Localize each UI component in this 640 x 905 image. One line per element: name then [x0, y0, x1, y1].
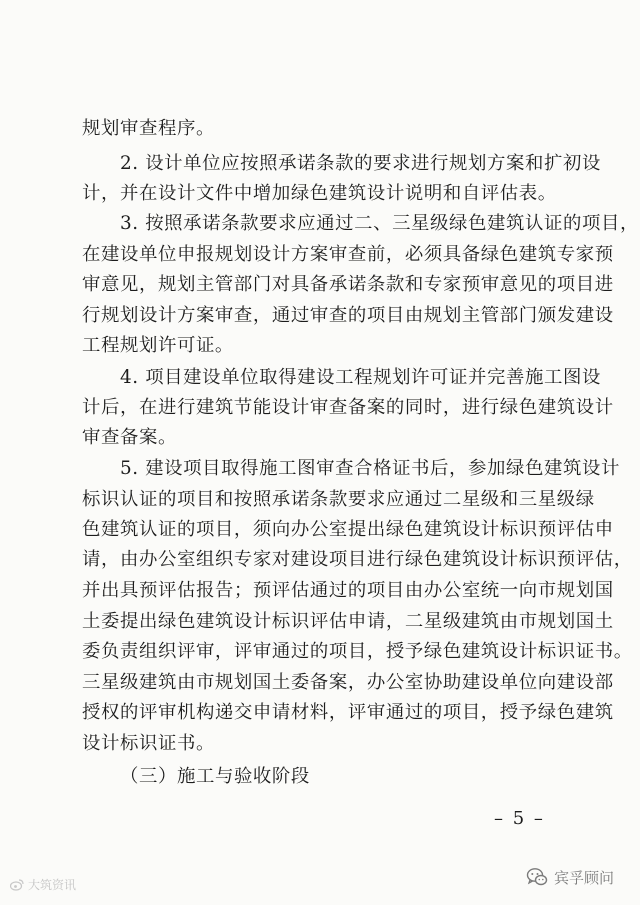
text-line: 授权的评审机构递交申请材料，评审通过的项目，授予绿色建筑 — [82, 702, 614, 723]
text-line: 委负责组织评审，评审通过的项目，授予绿色建筑设计标识证书。 — [82, 641, 633, 662]
text-line: 土委提出绿色建筑设计标识评估申请，二星级建筑由市规划国土 — [82, 611, 614, 632]
text-line: 工程规划许可证。 — [82, 335, 234, 356]
text-line: 行规划设计方案审查，通过审查的项目由规划主管部门颁发建设 — [82, 305, 614, 326]
text-line: 色建筑认证的项目，须向办公室提出绿色建筑设计标识预评估申 — [82, 519, 614, 540]
text-line: 计后，在进行建筑节能设计审查备案的同时，进行绿色建筑设计 — [82, 397, 614, 418]
text-line: 并出具预评估报告；预评估通过的项目由办公室统一向市规划国 — [82, 580, 614, 601]
watermark-right — [526, 866, 614, 888]
text-line: 规划审查程序。 — [82, 118, 215, 139]
text-line: 3. 按照承诺条款要求应通过二、三星级绿色建筑认证的项目， — [120, 213, 639, 234]
text-line: 4. 项目建设单位取得建设工程规划许可证并完善施工图设 — [120, 367, 601, 388]
watermark-right-text: 宾孚顾问 — [554, 868, 615, 887]
text-line: 2. 设计单位应按照承诺条款的要求进行规划方案和扩初设 — [120, 153, 601, 174]
watermark-left-text: 大筑资讯 — [28, 878, 77, 892]
text-line: 设计标识证书。 — [82, 733, 215, 754]
text-line: 审查备案。 — [82, 427, 177, 448]
text-line: 请，由办公室组织专家对建设项目进行绿色建筑设计标识预评估， — [82, 549, 633, 570]
text-line: 在建设单位申报规划设计方案审查前，必须具备绿色建筑专家预 — [82, 244, 614, 265]
text-line: 5. 建设项目取得施工图审查合格证书后，参加绿色建筑设计 — [120, 458, 620, 479]
page-number: – 5 – — [494, 808, 545, 829]
wechat-icon — [526, 866, 548, 888]
text-line: 三星级建筑由市规划国土委备案，办公室协助建设单位向建设部 — [82, 672, 614, 693]
watermark-left — [10, 876, 76, 893]
text-line: 标识认证的项目和按照承诺条款要求应通过二星级和三星级绿 — [82, 489, 595, 510]
section-heading: （三）施工与验收阶段 — [120, 766, 310, 787]
text-line: 审意见，规划主管部门对具备承诺条款和专家预审意见的项目进 — [82, 274, 614, 295]
weibo-icon — [10, 878, 24, 892]
text-line: 计，并在设计文件中增加绿色建筑设计说明和自评估表。 — [82, 183, 557, 204]
